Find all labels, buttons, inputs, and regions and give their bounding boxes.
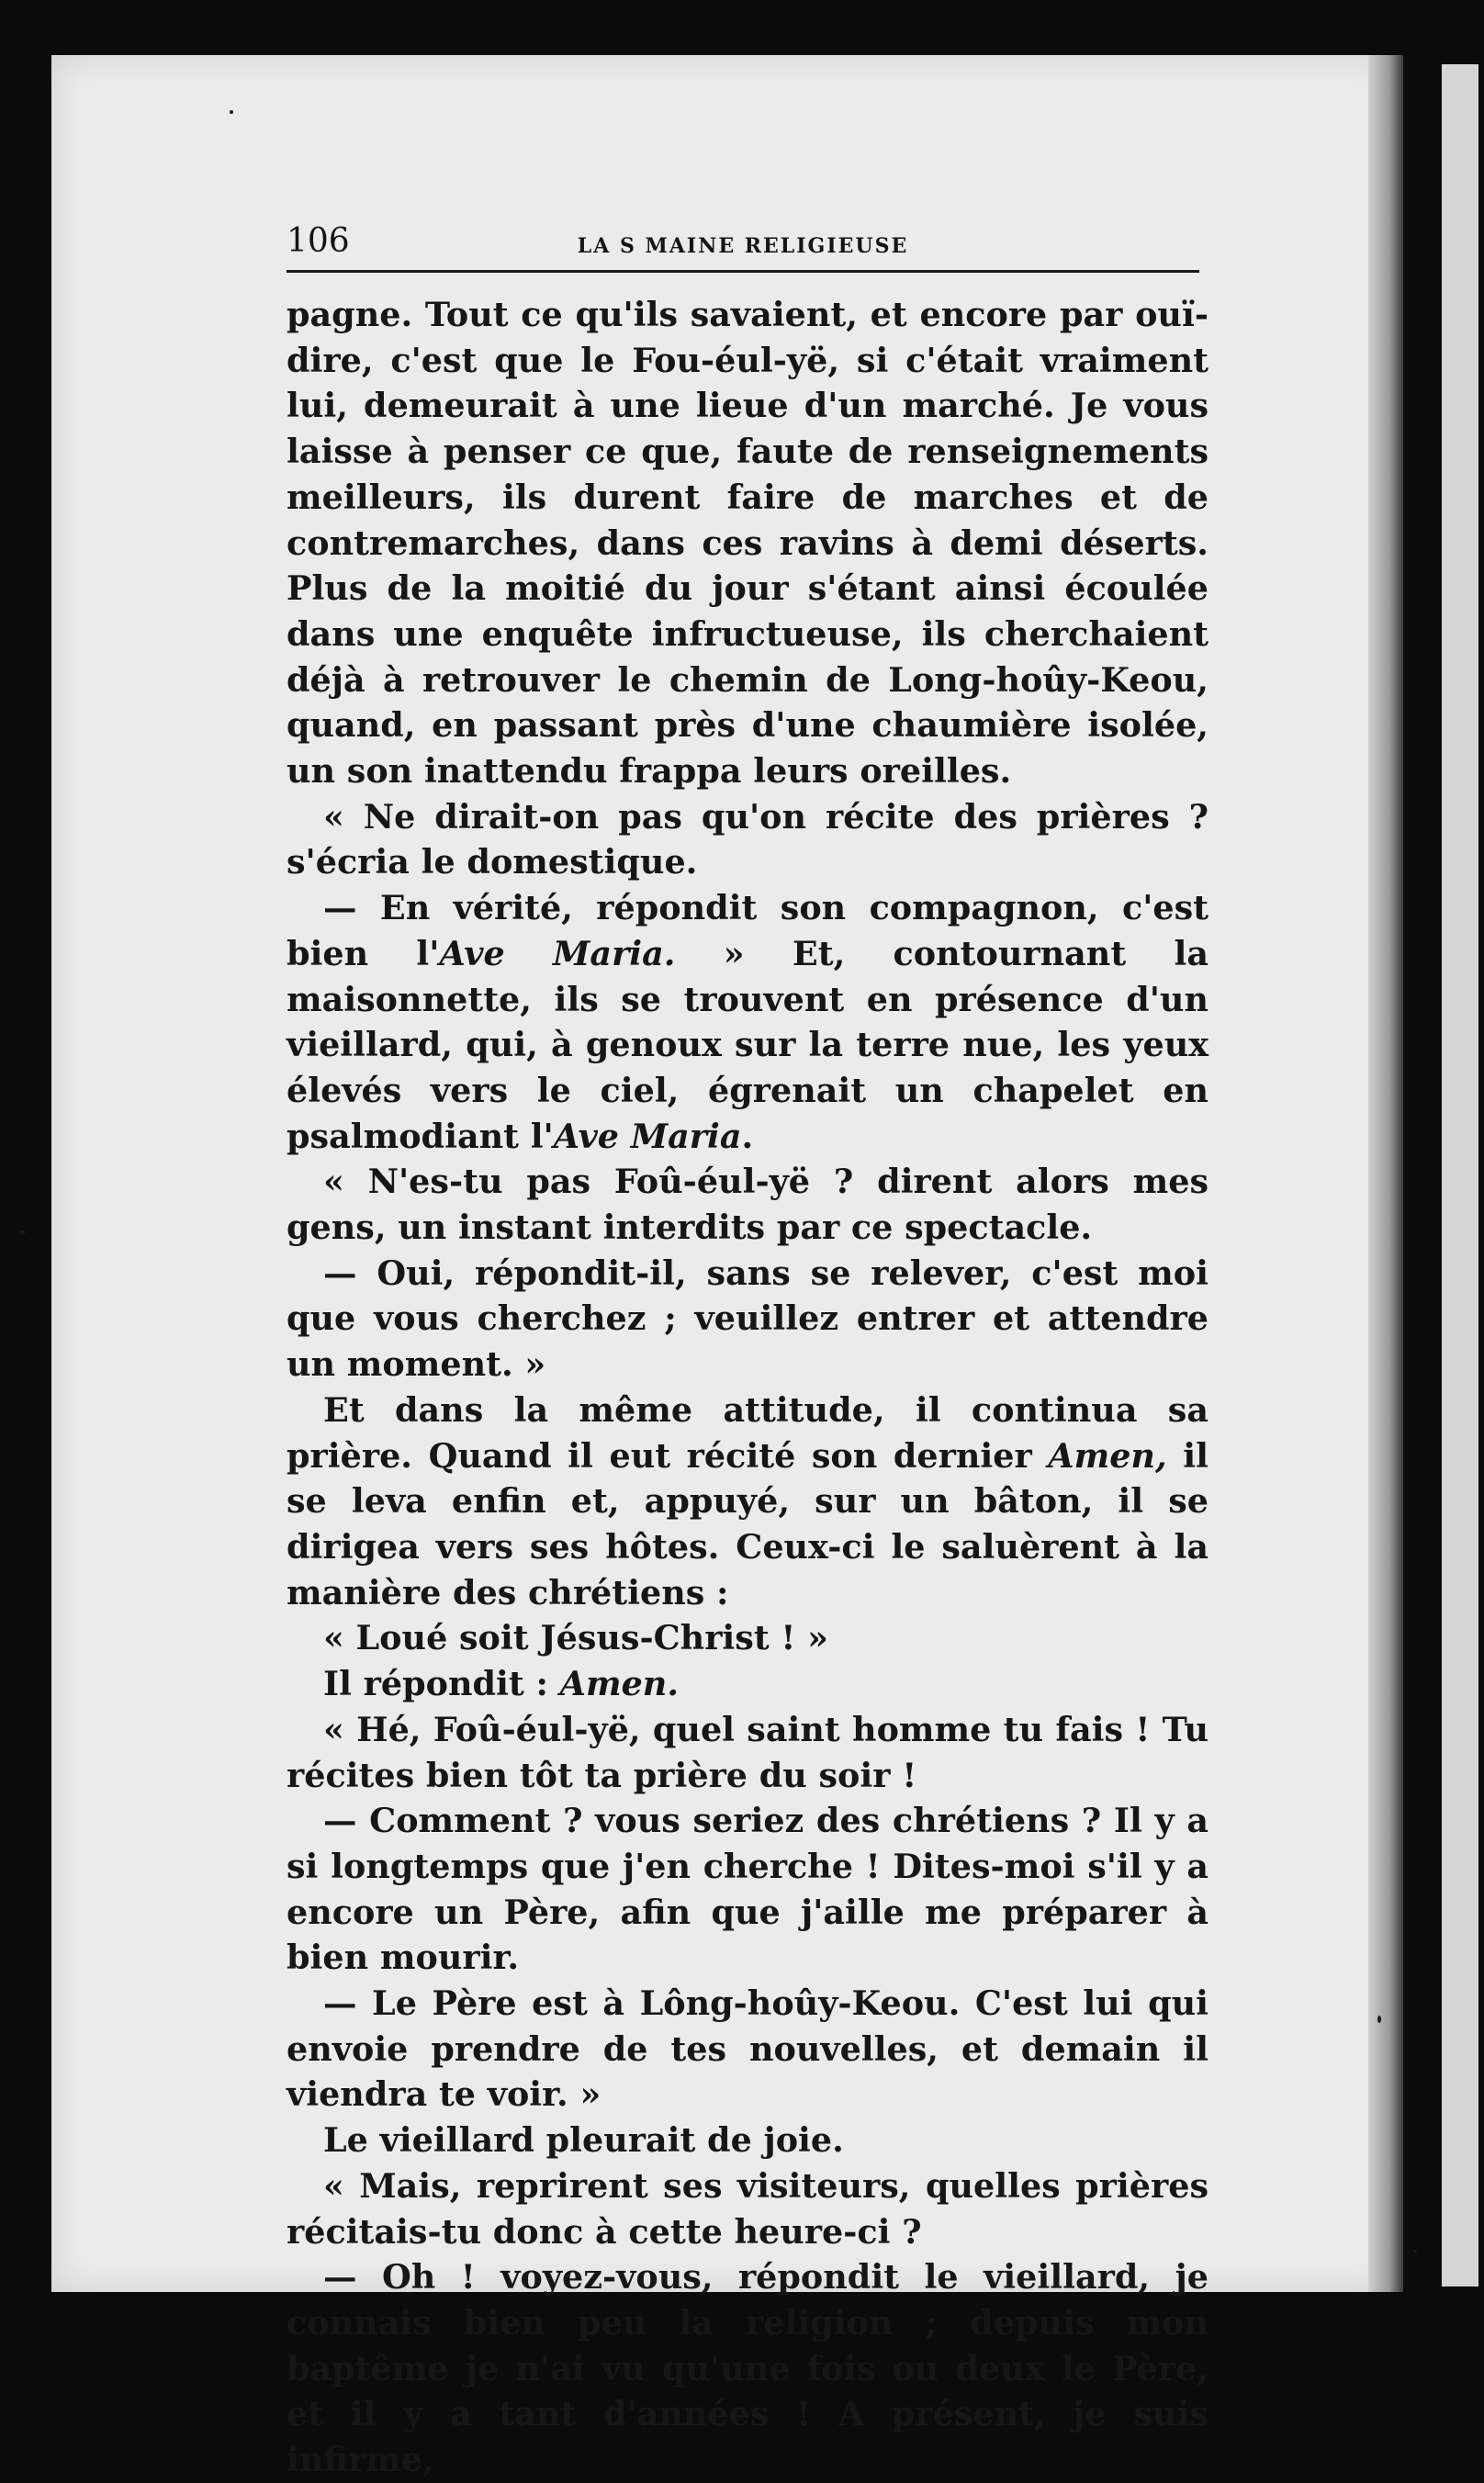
paragraph: Le vieillard pleurait de joie. [323, 2120, 844, 2161]
paragraph: Et dans la même attitude, il continua sa prière. Quand il eut récité son dernier Amen, il se leva enfin et, appuyé, sur un bâton, il se dirigea vers ses hôtes. Ceux-ci le saluèrent à la manière des chrétiens : [287, 1389, 1209, 1612]
adjacent-page-edge [1442, 64, 1478, 2286]
running-head: LA S MAINE RELIGIEUSE [577, 234, 909, 258]
paragraph: Il répondit : Amen. [323, 1664, 680, 1704]
body-text [287, 292, 1209, 2483]
paragraph: « Loué soit Jésus-Christ ! » [323, 1618, 828, 1658]
paragraph: — En vérité, répondit son compagnon, c'est bien l'Ave Maria. » Et, contournant la maisonnette, ils se trouvent en présence d'un vieillard, qui, à genoux sur la terre nue, les yeux élevés vers le ciel, égrenait un chapelet en psalmodiant l'Ave Maria. [287, 888, 1209, 1156]
page-edge [1368, 55, 1403, 2292]
paragraph: pagne. Tout ce qu'ils savaient, et encore par ouï-dire, c'est que le Fou-éul-yë, si c'était vraiment lui, demeurait à une lieue d'un marché. Je vous laisse à penser ce que, faute de renseignements meilleurs, ils durent faire de marches et de contremarches, dans ces ravins à demi déserts. Plus de la moitié du jour s'étant ainsi écoulée dans une enquête infructueuse, ils cherchaient déjà à retrouver le chemin de Long-hoûy-Keou, quand, en passant près d'une chaumière isolée, un son inattendu frappa leurs oreilles. [287, 295, 1209, 792]
paragraph: — Oui, répondit-il, sans se relever, c'est moi que vous cherchez ; veuillez entrer et attendre un moment. » [287, 1253, 1209, 1385]
paragraph: « N'es-tu pas Foû-éul-yë ? dirent alors mes gens, un instant interdits par ce spectacle. [287, 1162, 1209, 1248]
paragraph: — Oh ! voyez-vous, répondit le vieillard, je connais bien peu la religion ; depuis mon baptême je n'ai vu qu'une fois ou deux le Père, et il y a tant d'années ! A présent, je suis infirme, [287, 2257, 1209, 2480]
paragraph: « Ne dirait-on pas qu'on récite des prières ? s'écria le domestique. [287, 796, 1209, 882]
page-number: 106 [287, 222, 350, 260]
paragraph: « Hé, Foû-éul-yë, quel saint homme tu fais ! Tu récites bien tôt ta prière du soir ! [287, 1709, 1209, 1795]
page-header [287, 223, 1199, 260]
header-rule [287, 270, 1199, 273]
paragraph: « Mais, reprirent ses visiteurs, quelles prières récitais-tu donc à cette heure-ci ? [287, 2165, 1209, 2252]
paragraph: — Le Père est à Lông-hoûy-Keou. C'est lui qui envoie prendre de tes nouvelles, et demain il viendra te voir. » [287, 1983, 1209, 2115]
paragraph: — Comment ? vous seriez des chrétiens ? Il y a si longtemps que j'en cherche ! Dites-moi s'il y a encore un Père, afin que j'aille me préparer à bien mourir. [287, 1801, 1209, 1978]
